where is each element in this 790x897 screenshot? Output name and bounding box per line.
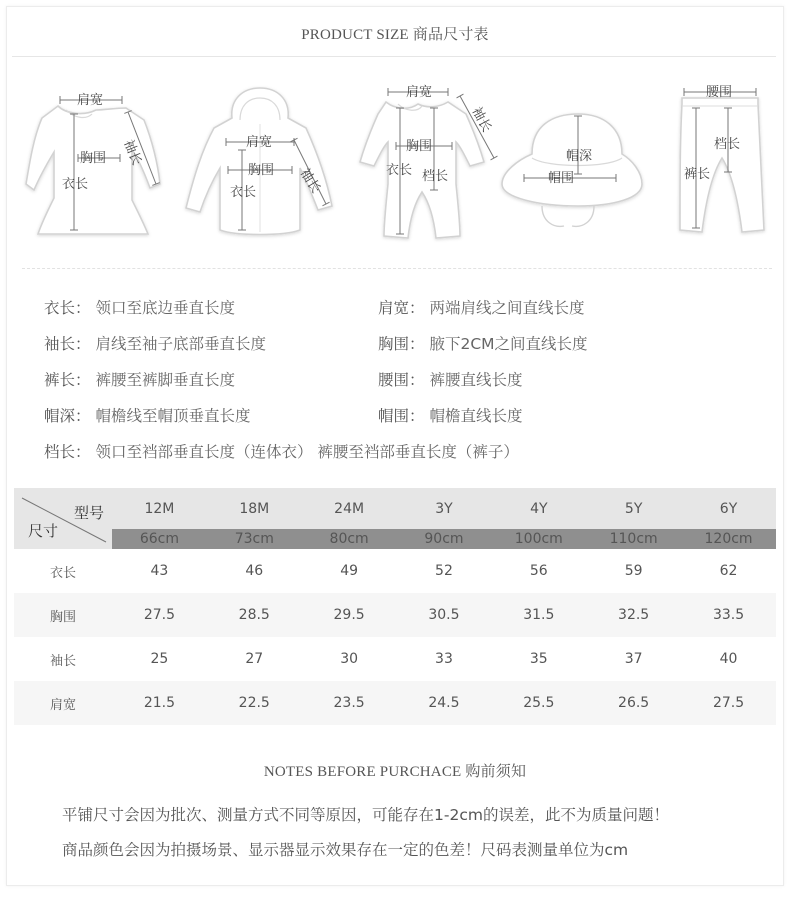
height-label: 66cm [112,529,207,549]
cell-value: 25 [150,651,169,667]
height-label: 73cm [207,529,302,549]
romper-chest-label: 胸围 [406,139,433,154]
cell-value: 30 [340,651,359,667]
cell-value: 31.5 [491,593,586,637]
def-desc: 领口至裆部垂直长度（连体衣） 裤腰至裆部垂直长度（裤子） [95,443,519,461]
dress-length-label: 衣长 [62,177,89,192]
cell-value: 27.5 [681,681,776,725]
def-desc: 领口至底边垂直长度 [95,299,235,317]
romper-length-label: 衣长 [386,163,413,178]
row-label: 袖长 [49,653,76,669]
size-label: 12M [112,488,207,529]
cell-value: 46 [245,563,264,579]
pants-length-label: 裤长 [684,167,711,182]
cell-value: 21.5 [112,681,207,725]
def-waist [378,368,522,390]
romper-crotch-label: 档长 [422,169,449,184]
height-label: 120cm [681,529,776,549]
size-label: 3Y [397,488,492,529]
cell-value: 23.5 [302,681,397,725]
height-label: 110cm [586,529,681,549]
cell-value: 49 [340,563,359,579]
romper-illustration [352,80,502,250]
size-label: 24M [302,488,397,529]
pants-crotch-label: 档长 [714,137,741,152]
cell-value: 40 [719,651,738,667]
size-header-row [14,488,776,529]
cell-value: 43 [150,563,169,579]
def-hat-circ [378,404,522,426]
table-row [14,681,776,725]
coat-sleeve-label: 袖长 [296,166,324,197]
def-length [44,296,235,318]
corner-type-label: 型号 [73,504,104,522]
cell-value: 29.5 [302,593,397,637]
cell-value: 62 [719,563,738,579]
note-line-2: 商品颜色会因为拍摄场景、显示器显示效果存在一定的色差！尺码表测量单位为cm [62,841,629,859]
row-label: 胸围 [14,593,112,637]
pants-waist-label: 腰围 [706,85,733,100]
title-divider [12,56,776,57]
hat-illustration [496,80,646,230]
height-label: 80cm [302,529,397,549]
cell-value: 35 [529,651,548,667]
cell-value: 59 [624,563,643,579]
def-hat-depth [44,404,250,426]
def-desc: 肩线至袖子底部垂直长度 [95,335,266,353]
cell-value: 22.5 [207,681,302,725]
cell-value: 30.5 [397,593,492,637]
dress-width-label: 肩宽 [77,93,104,108]
height-label: 100cm [491,529,586,549]
def-term: 肩宽： [378,299,425,317]
size-table [14,488,776,725]
row-label: 肩宽 [14,681,112,725]
row-label: 衣长 [49,565,76,581]
def-desc: 帽檐线至帽顶垂直长度 [95,407,251,425]
cell-value: 33.5 [681,593,776,637]
def-desc: 腋下2CM之间直线长度 [429,335,588,353]
def-desc: 裤腰至裤脚垂直长度 [95,371,235,389]
cell-value: 24.5 [397,681,492,725]
cell-value: 28.5 [207,593,302,637]
cell-value: 25.5 [491,681,586,725]
coat-width-label: 肩宽 [246,135,273,150]
page-title: PRODUCT SIZE 商品尺寸表 [301,27,489,43]
def-desc: 裤腰直线长度 [429,371,523,389]
def-crotch [44,440,519,462]
cell-value: 37 [624,651,643,667]
cell-value: 33 [435,651,453,667]
table-corner [14,488,112,549]
def-chest [378,332,588,354]
def-term: 档长： [44,443,91,461]
cell-value: 32.5 [586,593,681,637]
hat-depth-label: 帽深 [566,149,593,164]
cell-value: 26.5 [586,681,681,725]
note-line-1: 平铺尺寸会因为批次、测量方式不同等原因，可能存在1-2cm的误差，此不为质量问题！ [62,806,669,824]
illustration-divider [22,268,772,269]
def-desc: 两端肩线之间直线长度 [429,299,585,317]
corner-size-label: 尺寸 [28,522,59,540]
def-term: 裤长： [44,371,91,389]
cell-value: 27.5 [112,593,207,637]
def-term: 帽围： [378,407,425,425]
def-term: 帽深： [44,407,91,425]
def-term: 腰围： [378,371,425,389]
coat-illustration [180,80,340,245]
romper-width-label: 肩宽 [406,85,433,100]
table-row [14,593,776,637]
romper-sleeve-label: 袖长 [468,104,494,135]
dress-sleeve-label: 袖长 [120,137,144,168]
height-row [14,529,776,549]
size-label: 4Y [491,488,586,529]
cell-value: 27 [245,651,264,667]
def-term: 衣长： [44,299,91,317]
hat-circ-label: 帽围 [548,171,575,186]
pants-illustration [668,80,778,250]
size-label: 6Y [681,488,776,529]
coat-chest-label: 胸围 [248,163,275,178]
notes-title: NOTES BEFORE PURCHACE 购前须知 [263,764,527,780]
cell-value: 52 [435,563,453,579]
coat-length-label: 衣长 [230,185,257,200]
dress-chest-label: 胸围 [80,151,107,166]
size-label: 18M [207,488,302,529]
table-row [14,637,776,681]
def-shoulder [378,296,584,318]
def-pants-length [44,368,235,390]
def-term: 胸围： [378,335,425,353]
cell-value: 56 [529,563,548,579]
def-desc: 帽檐直线长度 [429,407,523,425]
height-label: 90cm [397,529,492,549]
size-label: 5Y [586,488,681,529]
dress-illustration [20,80,170,245]
table-row [14,549,776,593]
def-term: 袖长： [44,335,91,353]
def-sleeve [44,332,266,354]
